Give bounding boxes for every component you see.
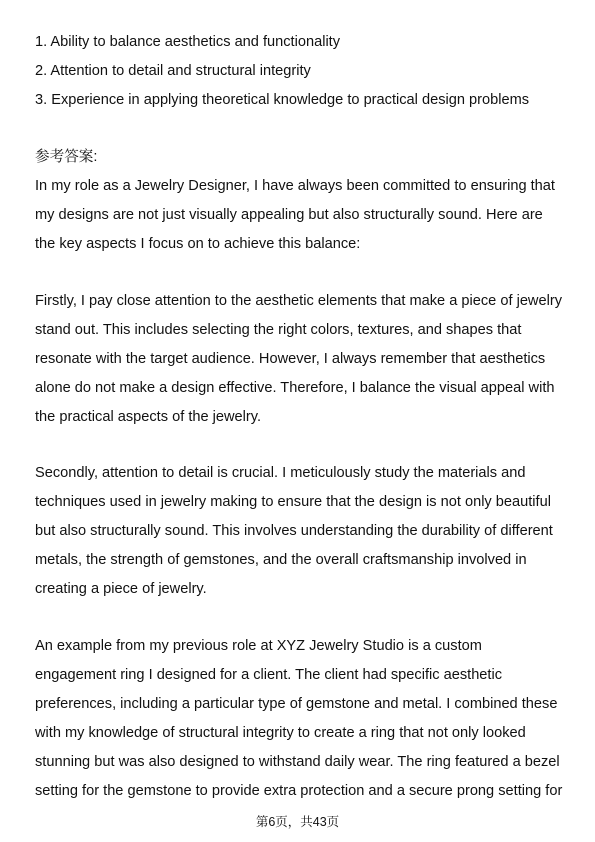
paragraph-2-line-5: the practical aspects of the jewelry. — [35, 409, 262, 425]
paragraph-3-line-3: but also structurally sound. This involves understanding the durability of different — [35, 523, 553, 539]
paragraph-3-line-4: metals, the strength of gemstones, and the overall craftsmanship involved in — [35, 552, 527, 568]
paragraph-2-line-3: resonate with the target audience. However, I always remember that aesthetics — [35, 351, 546, 367]
paragraph-3-line-1: Secondly, attention to detail is crucial. I meticulously study the materials and — [35, 465, 526, 481]
paragraph-3-line-5: creating a piece of jewelry. — [35, 581, 207, 597]
paragraph-3-line-2: techniques used in jewelry making to ensure that the design is not only beautiful — [35, 494, 551, 510]
paragraph-2-line-4: alone do not make a design effective. Therefore, I balance the visual appeal with — [35, 380, 555, 396]
paragraph-1-line-1: In my role as a Jewelry Designer, I have always been committed to ensuring that — [35, 178, 555, 194]
list-item-1: 1. Ability to balance aesthetics and functionality — [35, 34, 341, 50]
paragraph-4-line-1: An example from my previous role at XYZ Jewelry Studio is a custom — [35, 638, 482, 654]
paragraph-4-line-4: with my knowledge of structural integrity to create a ring that not only looked — [35, 725, 526, 741]
paragraph-2-line-2: stand out. This includes selecting the right colors, textures, and shapes that — [35, 322, 522, 338]
paragraph-4-line-2: engagement ring I designed for a client. The client had specific aesthetic — [35, 667, 503, 683]
answer-heading: 参考答案: — [35, 149, 98, 165]
list-item-3: 3. Experience in applying theoretical knowledge to practical design problems — [35, 92, 530, 108]
paragraph-4-line-5: stunning but was also designed to withstand daily wear. The ring featured a bezel — [35, 754, 560, 770]
paragraph-4-line-3: preferences, including a particular type of gemstone and metal. I combined these — [35, 696, 558, 712]
paragraph-4-line-6: setting for the gemstone to provide extra protection and a secure prong setting for — [35, 783, 563, 799]
page-number-footer: 第6页，共43页 — [255, 815, 340, 829]
paragraph-2-line-1: Firstly, I pay close attention to the aesthetic elements that make a piece of jewelry — [35, 293, 562, 309]
paragraph-1-line-3: the key aspects I focus on to achieve this balance: — [35, 236, 361, 252]
paragraph-1-line-2: my designs are not just visually appealing but also structurally sound. Here are — [35, 207, 543, 223]
list-item-2: 2. Attention to detail and structural integrity — [35, 63, 311, 79]
